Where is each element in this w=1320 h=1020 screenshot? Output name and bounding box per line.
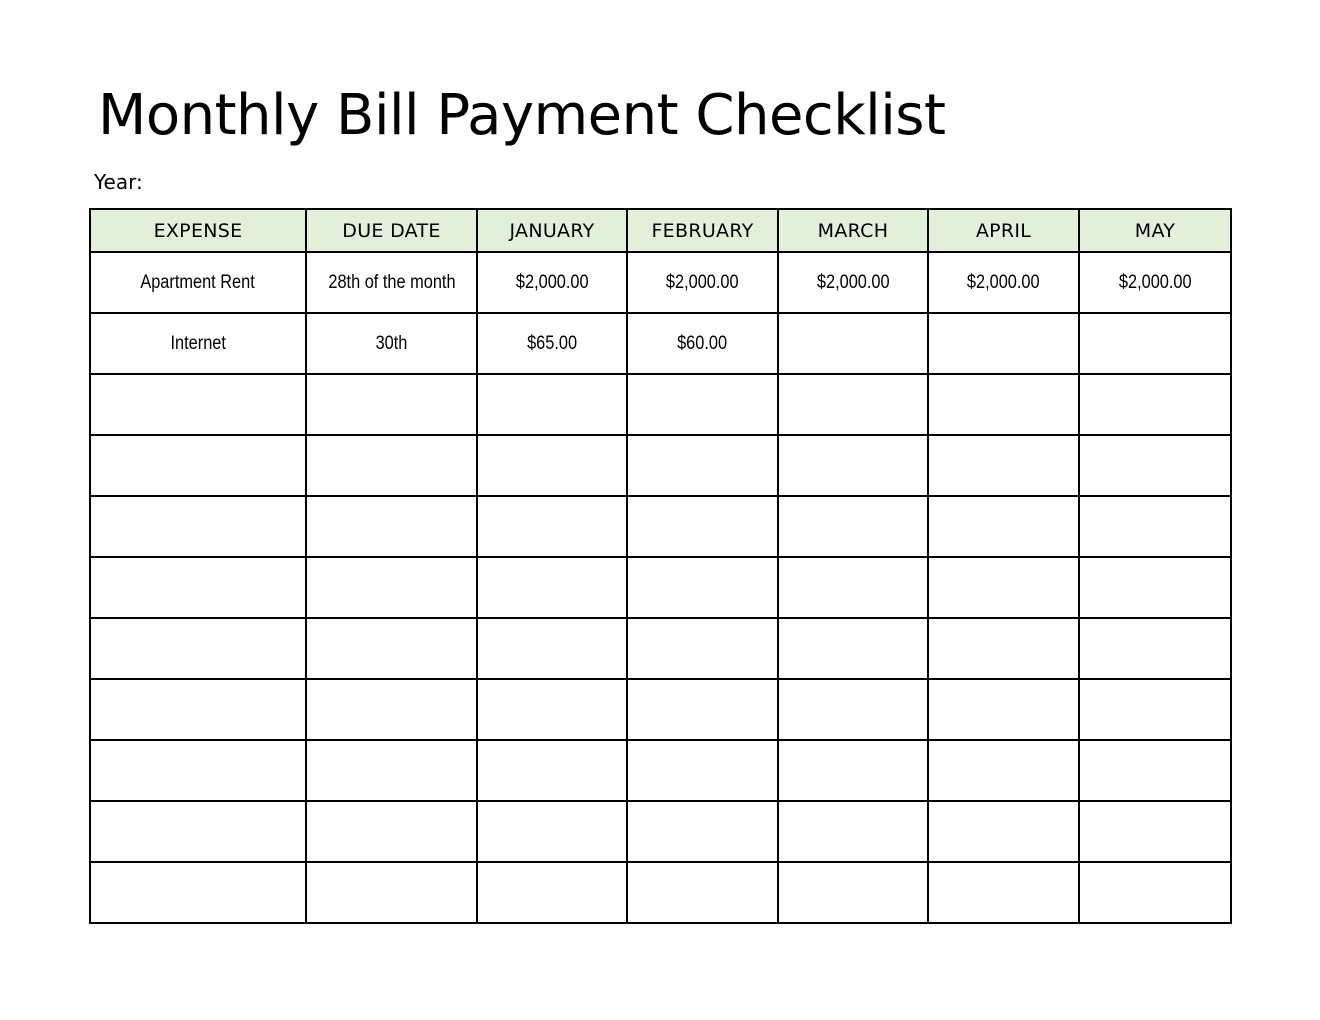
table-row <box>90 557 1231 618</box>
table-row <box>90 252 1231 313</box>
cell-april[interactable] <box>928 740 1079 801</box>
cell-march[interactable] <box>778 679 928 740</box>
cell-march[interactable] <box>778 496 928 557</box>
table-row <box>90 679 1231 740</box>
cell-expense[interactable] <box>90 435 306 496</box>
cell-due-date[interactable] <box>306 374 477 435</box>
cell-text: 28th of the month <box>327 271 456 293</box>
cell-january[interactable] <box>477 496 627 557</box>
cell-text: $60.00 <box>677 332 728 354</box>
cell-text: $65.00 <box>527 332 577 354</box>
cell-february[interactable] <box>627 557 778 618</box>
cell-april[interactable] <box>928 252 1079 313</box>
cell-may[interactable] <box>1079 252 1231 313</box>
cell-text: Internet <box>170 332 226 354</box>
cell-due-date[interactable] <box>306 618 477 679</box>
cell-expense[interactable] <box>90 679 306 740</box>
table-row <box>90 801 1231 862</box>
cell-expense[interactable] <box>90 252 306 313</box>
cell-april[interactable] <box>928 557 1079 618</box>
cell-february[interactable] <box>627 313 778 374</box>
cell-expense[interactable] <box>90 496 306 557</box>
cell-expense[interactable] <box>90 862 306 923</box>
cell-january[interactable] <box>477 740 627 801</box>
cell-due-date[interactable] <box>306 862 477 923</box>
cell-january[interactable] <box>477 557 627 618</box>
cell-text: 30th <box>375 332 408 354</box>
cell-due-date[interactable] <box>306 801 477 862</box>
cell-january[interactable] <box>477 801 627 862</box>
cell-april[interactable] <box>928 801 1079 862</box>
cell-text: $2,000.00 <box>967 271 1040 293</box>
cell-march[interactable] <box>778 313 928 374</box>
cell-text: $2,000.00 <box>1118 271 1192 293</box>
cell-due-date[interactable] <box>306 557 477 618</box>
cell-due-date[interactable] <box>306 252 477 313</box>
table-body <box>90 252 1231 923</box>
cell-april[interactable] <box>928 313 1079 374</box>
cell-may[interactable] <box>1079 313 1231 374</box>
column-header-march: MARCH <box>778 209 928 252</box>
cell-expense[interactable] <box>90 557 306 618</box>
cell-may[interactable] <box>1079 374 1231 435</box>
cell-text: $2,000.00 <box>515 271 589 293</box>
table-row <box>90 862 1231 923</box>
cell-due-date[interactable] <box>306 740 477 801</box>
cell-january[interactable] <box>477 252 627 313</box>
cell-may[interactable] <box>1079 862 1231 923</box>
cell-due-date[interactable] <box>306 679 477 740</box>
cell-march[interactable] <box>778 252 928 313</box>
cell-text: $2,000.00 <box>666 271 739 293</box>
cell-may[interactable] <box>1079 679 1231 740</box>
cell-march[interactable] <box>778 374 928 435</box>
cell-april[interactable] <box>928 435 1079 496</box>
column-header-january: JANUARY <box>477 209 627 252</box>
cell-march[interactable] <box>778 862 928 923</box>
cell-expense[interactable] <box>90 374 306 435</box>
cell-february[interactable] <box>627 496 778 557</box>
cell-january[interactable] <box>477 862 627 923</box>
header-row <box>90 209 1231 252</box>
cell-april[interactable] <box>928 374 1079 435</box>
cell-february[interactable] <box>627 801 778 862</box>
table-row <box>90 740 1231 801</box>
column-header-may: MAY <box>1079 209 1231 252</box>
cell-january[interactable] <box>477 618 627 679</box>
cell-january[interactable] <box>477 313 627 374</box>
cell-january[interactable] <box>477 435 627 496</box>
cell-march[interactable] <box>778 618 928 679</box>
cell-may[interactable] <box>1079 740 1231 801</box>
cell-expense[interactable] <box>90 801 306 862</box>
column-header-february: FEBRUARY <box>627 209 778 252</box>
cell-march[interactable] <box>778 557 928 618</box>
cell-february[interactable] <box>627 679 778 740</box>
cell-april[interactable] <box>928 496 1079 557</box>
cell-march[interactable] <box>778 435 928 496</box>
bill-checklist-table <box>89 208 1232 924</box>
cell-january[interactable] <box>477 679 627 740</box>
column-header-due-date: DUE DATE <box>306 209 477 252</box>
cell-april[interactable] <box>928 862 1079 923</box>
cell-february[interactable] <box>627 374 778 435</box>
table-row <box>90 374 1231 435</box>
cell-text: $2,000.00 <box>816 271 890 293</box>
cell-april[interactable] <box>928 618 1079 679</box>
cell-february[interactable] <box>627 740 778 801</box>
cell-february[interactable] <box>627 862 778 923</box>
cell-may[interactable] <box>1079 801 1231 862</box>
cell-may[interactable] <box>1079 557 1231 618</box>
cell-due-date[interactable] <box>306 313 477 374</box>
page-title: Monthly Bill Payment Checklist <box>98 83 946 148</box>
cell-april[interactable] <box>928 679 1079 740</box>
cell-may[interactable] <box>1079 618 1231 679</box>
cell-february[interactable] <box>627 252 778 313</box>
cell-expense[interactable] <box>90 618 306 679</box>
column-header-expense: EXPENSE <box>90 209 306 252</box>
cell-february[interactable] <box>627 618 778 679</box>
cell-february[interactable] <box>627 435 778 496</box>
cell-expense[interactable] <box>90 313 306 374</box>
cell-may[interactable] <box>1079 496 1231 557</box>
table-row <box>90 313 1231 374</box>
table-row <box>90 618 1231 679</box>
table-row <box>90 435 1231 496</box>
cell-march[interactable] <box>778 801 928 862</box>
year-label: Year: <box>94 170 143 194</box>
table-row <box>90 496 1231 557</box>
cell-may[interactable] <box>1079 435 1231 496</box>
cell-due-date[interactable] <box>306 435 477 496</box>
cell-january[interactable] <box>477 374 627 435</box>
cell-text: Apartment Rent <box>140 271 256 293</box>
column-header-april: APRIL <box>928 209 1079 252</box>
cell-due-date[interactable] <box>306 496 477 557</box>
cell-expense[interactable] <box>90 740 306 801</box>
cell-march[interactable] <box>778 740 928 801</box>
